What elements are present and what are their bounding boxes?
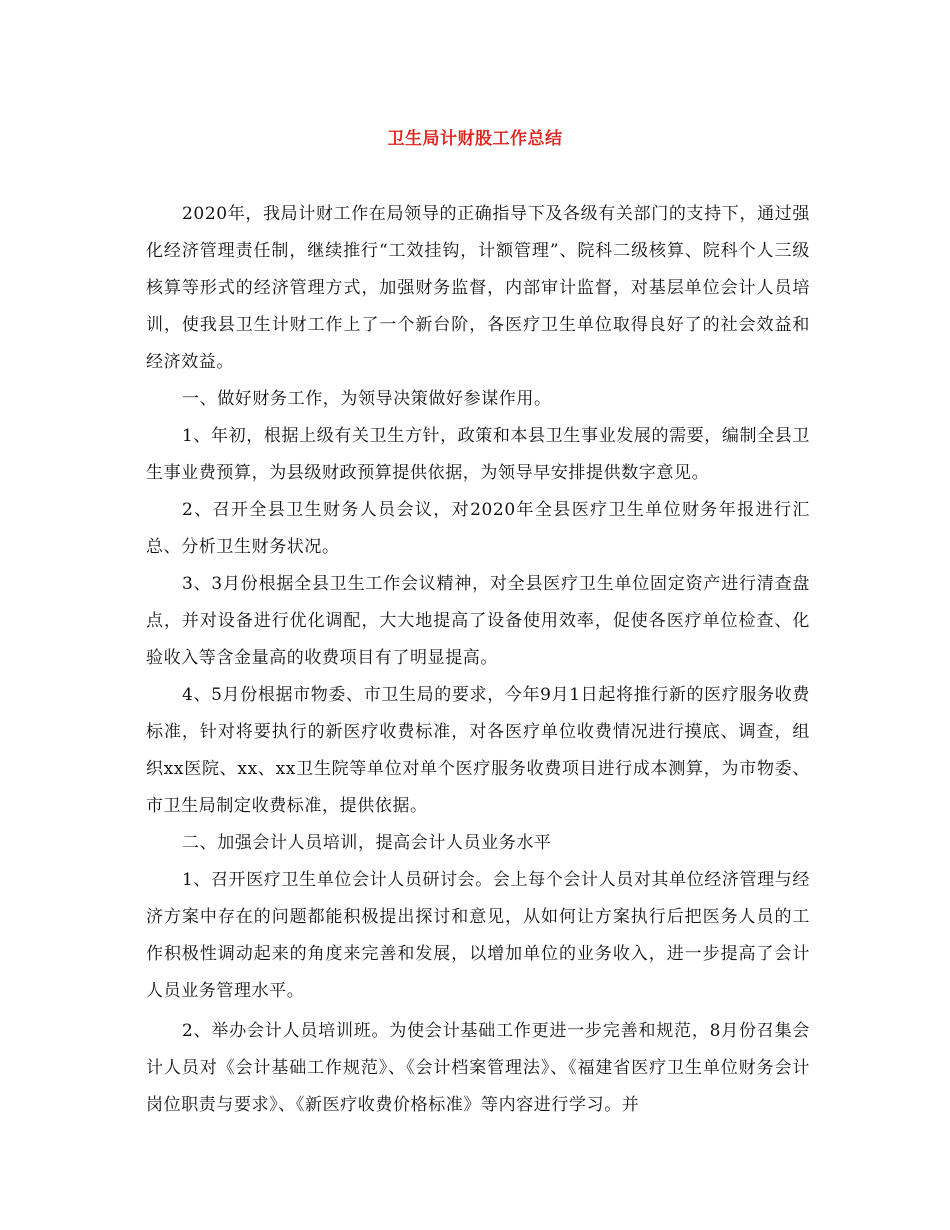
- paragraph-1-2: 2、召开全县卫生财务人员会议，对2020年全县医疗卫生单位财务年报进行汇总、分析卫生财务状况。: [146, 500, 810, 557]
- section-heading-2: 二、加强会计人员培训，提高会计人员业务水平: [182, 833, 552, 853]
- paragraph-intro: 2020年，我局计财工作在局领导的正确指导下及各级有关部门的支持下，通过强化经济管理责任制，继续推行“工效挂钩，计额管理”、院科二级核算、院科个人三级核算等形式的经济管理方式，加强财务监督，内部审计监督，对基层单位会计人员培训，使我县卫生计财工作上了一个新台阶，各医疗卫生单位取得良好了的社会效益和经济效益。: [146, 204, 810, 372]
- document-body: [146, 196, 810, 1124]
- section-heading-1: 一、做好财务工作，为领导决策做好参谋作用。: [182, 389, 552, 409]
- paragraph-1-4: 4、5月份根据市物委、市卫生局的要求，今年9月1日起将推行新的医疗服务收费标准，针对将要执行的新医疗收费标准，对各医疗单位收费情况进行摸底、调查，组织xx医院、xx、xx卫生院等单位对单个医疗服务收费项目进行成本测算，为市物委、市卫生局制定收费标准，提供依据。: [146, 685, 810, 816]
- document-title: 卫生局计财股工作总结: [387, 129, 563, 149]
- paragraph-1-1: 1、年初，根据上级有关卫生方针，政策和本县卫生事业发展的需要，编制全县卫生事业费预算，为县级财政预算提供依据，为领导早安排提供数字意见。: [146, 426, 810, 483]
- paragraph-1-3: 3、3月份根据全县卫生工作会议精神，对全县医疗卫生单位固定资产进行清查盘点，并对设备进行优化调配，大大地提高了设备使用效率，促使各医疗单位检查、化验收入等含金量高的收费项目有了明显提高。: [146, 574, 810, 668]
- paragraph-2-2: 2、举办会计人员培训班。为使会计基础工作更进一步完善和规范，8月份召集会计人员对《会计基础工作规范》、《会计档案管理法》、《福建省医疗卫生单位财务会计岗位职责与要求》、《新医疗收费价格标准》等内容进行学习。并: [146, 1021, 810, 1115]
- paragraph-2-1: 1、召开医疗卫生单位会计人员研讨会。会上每个会计人员对其单位经济管理与经济方案中存在的问题都能积极提出探讨和意见，从如何让方案执行后把医务人员的工作积极性调动起来的角度来完善和发展，以增加单位的业务收入，进一步提高了会计人员业务管理水平。: [146, 870, 810, 1001]
